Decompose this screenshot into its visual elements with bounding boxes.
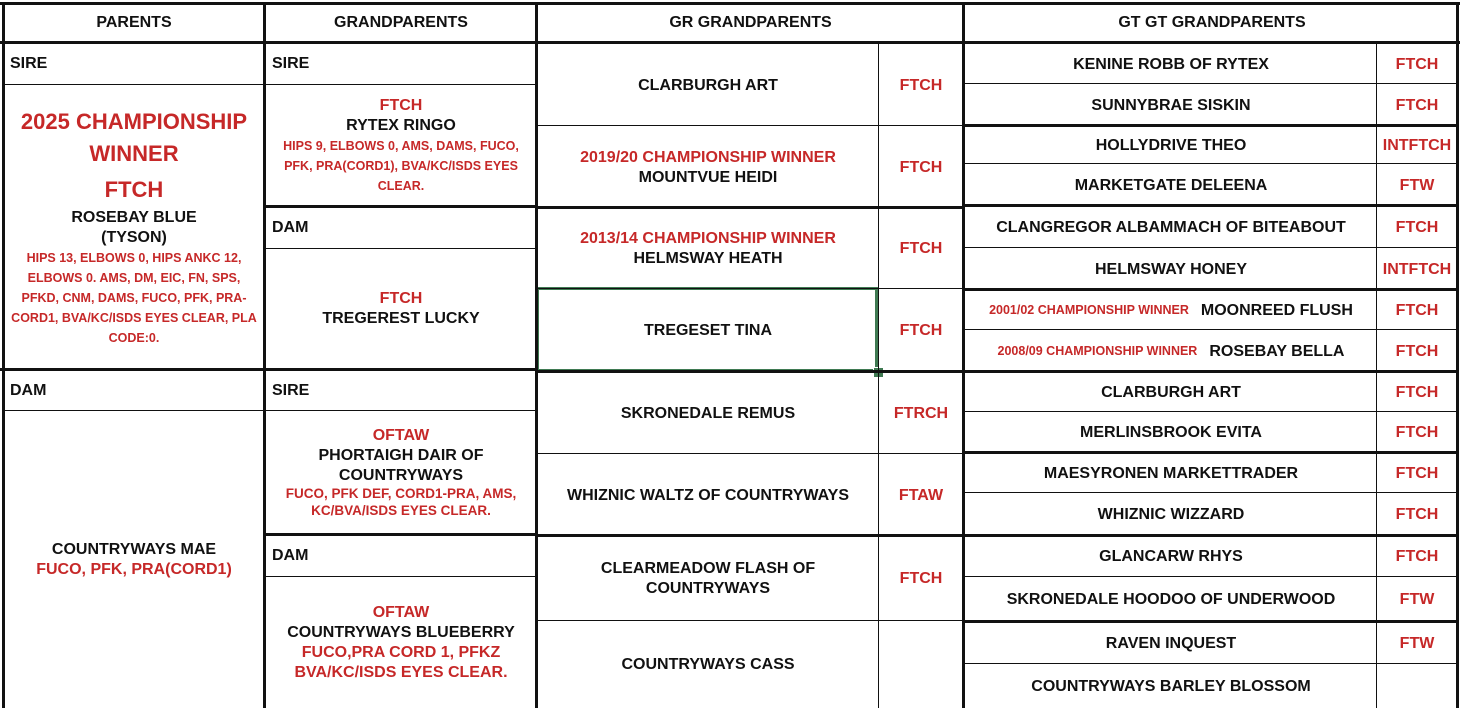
gp1-name: RYTEX RINGO <box>346 117 456 134</box>
gr-grandparent-name: CLEARMEADOW FLASH OF COUNTRYWAYS <box>600 560 816 597</box>
dam-name: COUNTRYWAYS MAE <box>51 541 217 558</box>
gt-gt-grandparent-award: 2001/02 CHAMPIONSHIP WINNER <box>989 302 1189 317</box>
grid-line <box>0 368 536 371</box>
gr-grandparent-name: CLARBURGH ART <box>638 76 778 94</box>
grid-line <box>963 370 1457 373</box>
gt-gt-grandparent-title: FTCH <box>1395 96 1439 114</box>
grid-line <box>963 204 1457 207</box>
grid-line <box>1456 2 1459 708</box>
sire-callname: (TYSON) <box>101 228 167 246</box>
grid-line <box>264 248 536 249</box>
gr-grandparent-cell[interactable] <box>538 622 878 708</box>
gr-grandparent-award: 2019/20 CHAMPIONSHIP WINNER <box>580 148 836 166</box>
header-gt-gt-grandparents: GT GT GRANDPARENTS <box>1118 14 1306 31</box>
gt-gt-grandparent-name: WHIZNIC WIZZARD <box>1097 506 1245 523</box>
gr-grandparent-name: COUNTRYWAYS CASS <box>621 656 795 673</box>
gp3-label: SIRE <box>272 382 310 399</box>
gt-gt-grandparent-cell[interactable] <box>965 44 1377 85</box>
grid-line <box>963 247 1457 248</box>
grid-line <box>536 620 964 621</box>
gt-gt-grandparent-cell[interactable] <box>965 249 1377 290</box>
gt-gt-grandparent-name: MARKETGATE DELEENA <box>1074 176 1268 194</box>
gt-gt-grandparent-name: KENINE ROBB OF RYTEX <box>1073 55 1269 73</box>
grid-line <box>536 125 964 126</box>
grid-line <box>1376 42 1377 708</box>
grid-line <box>963 534 1457 537</box>
grid-line <box>962 2 965 708</box>
gr-grandparent-cell[interactable] <box>538 536 878 622</box>
gp3-name: PHORTAIGH DAIR OF COUNTRYWAYS <box>318 447 484 485</box>
gp1-cell[interactable] <box>266 86 536 206</box>
gt-gt-grandparent-title: FTCH <box>1395 464 1439 482</box>
gt-gt-grandparent-cell[interactable] <box>965 290 1377 331</box>
gt-gt-grandparent-name: MOONREED FLUSH <box>1200 301 1353 319</box>
gt-gt-grandparent-cell[interactable] <box>965 165 1377 206</box>
gt-gt-grandparent-name: CLARBURGH ART <box>1101 383 1241 401</box>
gt-gt-grandparent-title: FTCH <box>1395 301 1439 319</box>
dam-cell[interactable] <box>4 412 264 708</box>
sire-health: HIPS 13, ELBOWS 0, HIPS ANKC 12, ELBOWS 0. AMS, DM, EIC, FN, SPS, PFKD, CNM, DAMS, FUCO, PFK, PRA-CORD1, BVA/KC/ISDS EYES CLEAR, PLA CODE:0. <box>11 250 257 345</box>
grid-line <box>536 206 964 209</box>
gr-grandparent-title <box>880 622 962 708</box>
gt-gt-grandparent-cell[interactable] <box>965 453 1377 494</box>
gp1-health: HIPS 9, ELBOWS 0, AMS, DAMS, FUCO, PFK, PRA(CORD1), BVA/KC/ISDS EYES CLEAR. <box>283 139 519 193</box>
grid-line <box>963 163 1457 164</box>
gt-gt-grandparent-title: FTCH <box>1395 55 1439 73</box>
sire-award: 2025 CHAMPIONSHIP WINNER <box>20 109 248 167</box>
gr-grandparent-title: FTAW <box>898 486 944 504</box>
gp2-label: DAM <box>272 219 309 236</box>
gt-gt-grandparent-cell[interactable] <box>965 578 1377 622</box>
gt-gt-grandparent-name: ROSEBAY BELLA <box>1209 342 1345 360</box>
grid-line <box>878 42 879 708</box>
gt-gt-grandparent-title: FTW <box>1399 176 1435 194</box>
gt-gt-grandparent-cell[interactable] <box>965 331 1377 372</box>
grid-line <box>963 83 1457 84</box>
grid-line <box>263 2 266 708</box>
gt-gt-grandparent-cell[interactable] <box>965 413 1377 453</box>
grid-line <box>264 205 536 208</box>
gr-grandparent-name: HELMSWAY HEATH <box>633 250 783 267</box>
header-parents: PARENTS <box>96 14 172 31</box>
gt-gt-grandparent-name: RAVEN INQUEST <box>1105 634 1237 652</box>
gt-gt-grandparent-cell[interactable] <box>965 536 1377 578</box>
gp4-health: FUCO,PRA CORD 1, PFKZ BVA/KC/ISDS EYES CLEAR. <box>294 644 508 681</box>
sire-title: FTCH <box>104 176 164 202</box>
gt-gt-grandparent-cell[interactable] <box>965 622 1377 665</box>
grid-line <box>0 41 1460 44</box>
grid-line <box>0 2 1460 5</box>
gp4-title: OFTAW <box>372 604 430 621</box>
gt-gt-grandparent-name: HELMSWAY HONEY <box>1094 260 1248 278</box>
grid-line <box>264 576 536 577</box>
gt-gt-grandparent-name: CLANGREGOR ALBAMMACH OF BITEABOUT <box>996 218 1346 236</box>
gt-gt-grandparent-title: INTFTCH <box>1382 136 1452 154</box>
gt-gt-grandparent-title: FTCH <box>1395 383 1439 401</box>
grid-line <box>963 492 1457 493</box>
gt-gt-grandparent-title: FTW <box>1399 634 1435 652</box>
sire-name: ROSEBAY BLUE <box>71 208 197 226</box>
grid-line <box>963 451 1457 454</box>
gt-gt-grandparent-title: FTCH <box>1395 218 1439 236</box>
grid-line <box>536 370 964 373</box>
gp3-title: OFTAW <box>372 427 430 445</box>
dam-health: FUCO, PFK, PRA(CORD1) <box>36 561 232 578</box>
gr-grandparent-title: FTCH <box>899 322 943 339</box>
gp2-title: FTCH <box>379 290 423 307</box>
grid-line <box>963 329 1457 330</box>
gr-grandparent-title: FTRCH <box>893 404 949 422</box>
grid-line <box>2 2 5 708</box>
gt-gt-grandparent-title: FTCH <box>1395 506 1439 523</box>
gt-gt-grandparent-name: COUNTRYWAYS BARLEY BLOSSOM <box>1031 677 1311 695</box>
gp4-name: COUNTRYWAYS BLUEBERRY <box>287 624 515 641</box>
gt-gt-grandparent-name: SUNNYBRAE SISKIN <box>1091 96 1251 114</box>
gr-grandparent-cell[interactable] <box>538 44 878 127</box>
gt-gt-grandparent-name: MERLINSBROOK EVITA <box>1080 424 1262 441</box>
gt-gt-grandparent-name: SKRONEDALE HOODOO OF UNDERWOOD <box>1006 591 1336 608</box>
grid-line <box>963 288 1457 291</box>
dam-label: DAM <box>10 382 47 399</box>
gr-grandparent-title: FTCH <box>899 76 943 94</box>
gp4-label: DAM <box>272 547 309 564</box>
gt-gt-grandparent-title <box>1378 665 1456 708</box>
grid-line <box>535 2 538 708</box>
gt-gt-grandparent-title: FTCH <box>1395 342 1439 360</box>
gp2-cell[interactable] <box>266 250 536 368</box>
gt-gt-grandparent-name: MAESYRONEN MARKETTRADER <box>1043 464 1299 482</box>
grid-line <box>264 533 536 536</box>
gt-gt-grandparent-title: INTFTCH <box>1382 260 1452 278</box>
gt-gt-grandparent-title: FTW <box>1399 591 1435 608</box>
gr-grandparent-cell[interactable] <box>538 208 878 290</box>
grid-line <box>536 288 964 289</box>
gt-gt-grandparent-cell[interactable] <box>965 206 1377 249</box>
gr-grandparent-cell[interactable] <box>538 372 878 455</box>
header-grandparents: GRANDPARENTS <box>334 14 468 31</box>
gt-gt-grandparent-cell[interactable] <box>965 85 1377 126</box>
grid-line <box>4 84 536 85</box>
gt-gt-grandparent-cell[interactable] <box>965 665 1377 708</box>
gt-gt-grandparent-cell[interactable] <box>965 372 1377 413</box>
sire-label: SIRE <box>10 55 48 72</box>
selected-cell-outline <box>536 287 878 372</box>
gr-grandparent-cell[interactable] <box>538 455 878 536</box>
grid-line <box>536 453 964 454</box>
gt-gt-grandparent-cell[interactable] <box>965 126 1377 165</box>
gr-grandparent-name: SKRONEDALE REMUS <box>620 404 796 422</box>
gr-grandparent-cell[interactable] <box>538 127 878 208</box>
grid-line <box>536 534 964 537</box>
gt-gt-grandparent-title: FTCH <box>1395 424 1439 441</box>
gt-gt-grandparent-name: HOLLYDRIVE THEO <box>1095 136 1247 154</box>
gp4-cell[interactable] <box>266 578 536 708</box>
gr-grandparent-name: WHIZNIC WALTZ OF COUNTRYWAYS <box>566 486 850 504</box>
gp3-health: FUCO, PFK DEF, CORD1-PRA, AMS, KC/BVA/ISDS EYES CLEAR. <box>285 486 517 518</box>
grid-line <box>963 620 1457 623</box>
gr-grandparent-name: TREGESET TINA <box>643 322 772 339</box>
header-gr-grandparents: GR GRANDPARENTS <box>669 14 832 31</box>
gr-grandparent-title: FTCH <box>899 570 943 587</box>
gr-grandparent-award: 2013/14 CHAMPIONSHIP WINNER <box>580 230 836 247</box>
gp2-name: TREGEREST LUCKY <box>322 310 480 327</box>
gt-gt-grandparent-name: GLANCARW RHYS <box>1099 548 1243 565</box>
gr-grandparent-name: MOUNTVUE HEIDI <box>638 168 778 186</box>
sire-cell[interactable] <box>4 86 264 368</box>
gt-gt-grandparent-award: 2008/09 CHAMPIONSHIP WINNER <box>997 343 1198 358</box>
grid-line <box>963 411 1457 412</box>
gp1-label: SIRE <box>272 55 310 72</box>
grid-line <box>963 124 1457 127</box>
grid-line <box>4 410 536 411</box>
gp1-title: FTCH <box>379 97 423 114</box>
grid-line <box>963 663 1457 664</box>
gp3-cell[interactable] <box>266 412 536 534</box>
gr-grandparent-title: FTCH <box>899 158 943 176</box>
grid-line <box>963 576 1457 577</box>
gt-gt-grandparent-title: FTCH <box>1395 548 1439 565</box>
gr-grandparent-title: FTCH <box>899 240 943 257</box>
gt-gt-grandparent-cell[interactable] <box>965 494 1377 536</box>
